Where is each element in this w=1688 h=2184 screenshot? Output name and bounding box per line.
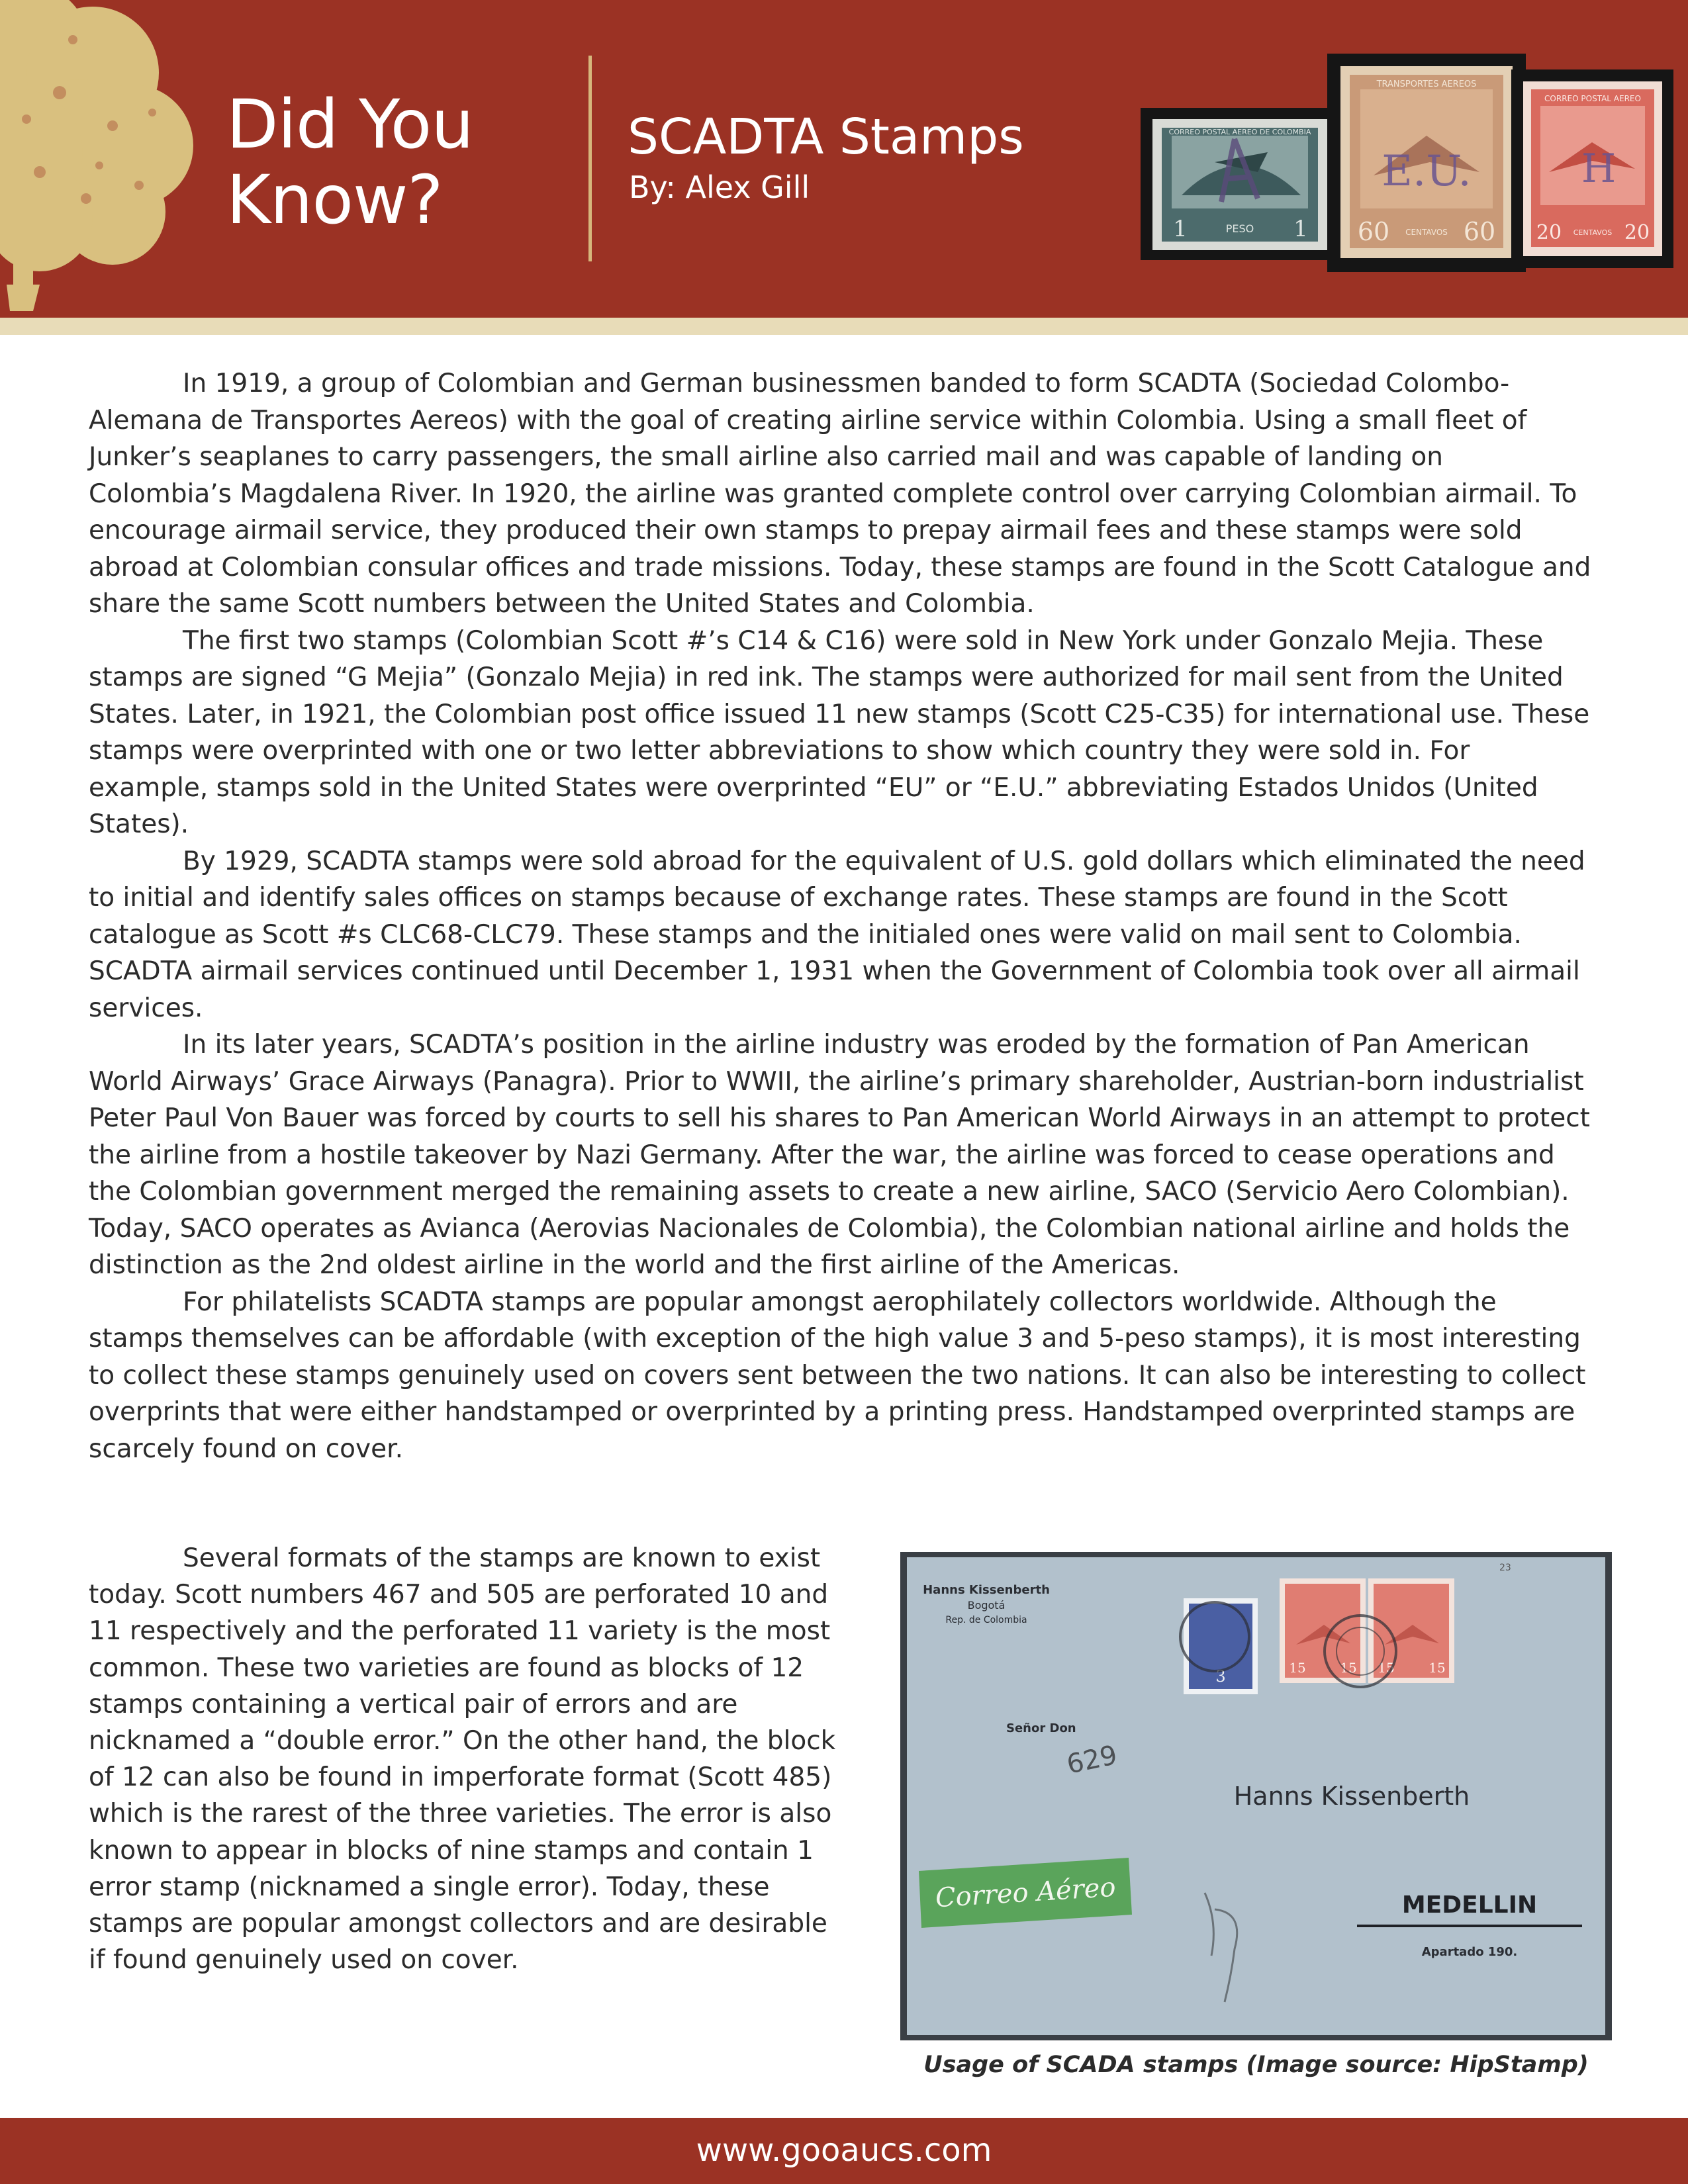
red-stamp-2-value-left: 15 [1378, 1660, 1395, 1676]
header-banner [0, 0, 1688, 318]
cover-address-underline [1357, 1925, 1582, 1927]
stamp1-top-text: CORREO POSTAL AEREO DE COLOMBIA [1168, 128, 1311, 136]
cover-handwritten-number: 629 [1064, 1739, 1120, 1780]
stamp2-value-left: 60 [1357, 217, 1390, 246]
footer-url[interactable]: www.gooaucs.com [696, 2132, 992, 2169]
article-paragraph: In its later years, SCADTA’s position in the airline industry was eroded by the formation of Pan American World Airways’ Grace Airways (Panagra). Prior to WWII, the airline’s primary shareholder, Austrian-born industrialist Peter Paul Von Bauer was forced by courts to sell his shares to Pan American World Airways in an attempt to protect the airline from a hostile takeover by Nazi Germany. After the war, the airline was forced to cease operations and the Colombian government merged the remaining assets to create a new airline, SACO (Servicio Aero Colombian). Today, SACO operates as Avianca (Aerovias Nacionales de Colombia), the Colombian national airline and holds the distinction as the 2nd oldest airline in the world and the first airline of the Americas. [89, 1030, 1590, 1280]
cover-sender-country: Rep. de Colombia [945, 1615, 1027, 1625]
article-paragraph: The first two stamps (Colombian Scott #’s C14 & C16) were sold in New York under Gonzalo Mejia. These stamps are signed “G Mejia” (Gonzalo Mejia) in red ink. The stamps were authorized for mail sent from the United States. Later, in 1921, the Colombian post office issued 11 new stamps (Scott C25-C35) for international use. These stamps were overprinted with one or two letter abbreviations to show which country they were sold in. For example, stamps sold in the United States were overprinted “EU” or “E.U.” abbreviating Estados Unidos (United States). [89, 625, 1590, 839]
header-accent-strip [0, 318, 1688, 335]
cover-recipient: Hanns Kissenberth [1233, 1782, 1470, 1811]
stamp-tan-60-centavos [1327, 54, 1526, 272]
article-author: By: Alex Gill [629, 169, 810, 205]
heading-line-2: Know? [226, 161, 443, 240]
heading-line-1: Did You [226, 85, 473, 164]
header-divider [588, 56, 592, 261]
did-you-know-heading [226, 87, 557, 238]
stamp2-overprint: E.U. [1382, 147, 1472, 196]
blue-stamp-value: 3 [1215, 1667, 1226, 1686]
stamp3-value-right: 20 [1624, 221, 1650, 244]
article-paragraph: By 1929, SCADTA stamps were sold abroad for the equivalent of U.S. gold dollars which eliminated the need to initial and identify sales offices on stamps because of exchange rates. These stamps are found in the Scott catalogue as Scott #s CLC68-CLC79. These stamps and the initialed ones were valid on mail sent to Colombia. SCADTA airmail services continued until December 1, 1931 when the Government of Colombia took over all airmail services. [89, 846, 1585, 1023]
article-paragraph-final: Several formats of the stamps are known to exist today. Scott numbers 467 and 505 are perforated 10 and 11 respectively and the perforated 11 variety is the most common. These two varieties are found as blocks of 12 stamps containing a vertical pair of errors and are nicknamed a “double error.” On the other hand, the block of 12 can also be found in imperforate format (Scott 485) which is the rarest of the three varieties. The error is also known to appear in blocks of nine stamps and contain 1 error stamp (nicknamed a single error). Today, these stamps are popular amongst collectors and are desirable if found genuinely used on cover. [89, 1543, 836, 1976]
red-stamp-2-value-right: 15 [1429, 1660, 1446, 1676]
red-stamp-1-value-right: 15 [1340, 1660, 1357, 1676]
stamp2-value-label: CENTAVOS [1405, 228, 1448, 237]
cover-salutation: Señor Don [1006, 1721, 1076, 1735]
image-caption: Usage of SCADA stamps (Image source: HipStamp) [923, 2052, 1589, 2078]
stamp2-top-text: TRANSPORTES AEREOS [1376, 79, 1477, 89]
article-title: SCADTA Stamps [628, 109, 1024, 165]
cover-city: MEDELLIN [1401, 1891, 1538, 1919]
red-stamp-1-value-left: 15 [1289, 1660, 1306, 1676]
article-paragraph: In 1919, a group of Colombian and German businessmen banded to form SCADTA (Sociedad Colombo-Alemana de Transportes Aereos) with the goal of creating airline service within Colombia. Using a small fleet of Junker’s seaplanes to carry passengers, the small airline also carried mail and was capable of landing on Colombia’s Magdalena River. In 1920, the airline was granted complete control over carrying Colombian airmail. To encourage airmail service, they produced their own stamps to prepay airmail fees and these stamps were sold abroad at Colombian consular offices and trade missions. Today, these stamps are found in the Scott Catalogue and share the same Scott numbers between the United States and Colombia. [89, 369, 1591, 619]
stamp3-value-left: 20 [1536, 221, 1562, 244]
stamps-image [1135, 30, 1678, 281]
cover-address: Apartado 190. [1421, 1945, 1518, 1959]
cover-image [900, 1552, 1612, 2040]
cover-sender-name: Hanns Kissenberth [923, 1583, 1050, 1597]
stamp1-value-left: 1 [1173, 216, 1188, 242]
stamp3-overprint: H [1581, 146, 1617, 192]
cover-sender-city: Bogotá [967, 1599, 1006, 1612]
cover-stamp-red-1 [1280, 1578, 1366, 1683]
stamp3-top-text: CORREO POSTAL AEREO [1544, 94, 1641, 103]
tree-logo-icon [0, 0, 199, 318]
article-body [89, 365, 1591, 1467]
stamp1-value-label: PESO [1225, 222, 1254, 235]
cover-stamp-red-2 [1368, 1578, 1454, 1683]
cover-corner-note: 23 [1499, 1563, 1511, 1573]
stamp-red-20-centavos [1511, 69, 1673, 268]
stamp3-value-label: CENTAVOS [1573, 228, 1613, 237]
article-paragraph: For philatelists SCADTA stamps are popular amongst aerophilately collectors worldwide. Although the stamps themselves can be affordable (with exception of the high value 3 and 5-peso stamps), it is most interesting to collect these stamps genuinely used on covers sent between the two nations. It can also be interesting to collect overprints that were either handstamped or overprinted by a printing press. Handstamped overprinted stamps are scarcely found on cover. [89, 1287, 1586, 1464]
stamp2-value-right: 60 [1463, 217, 1496, 246]
stamp1-value-right: 1 [1293, 216, 1308, 242]
correo-aereo-text: Correo Aéreo [934, 1872, 1117, 1914]
stamp-green-1-peso [1141, 108, 1339, 260]
